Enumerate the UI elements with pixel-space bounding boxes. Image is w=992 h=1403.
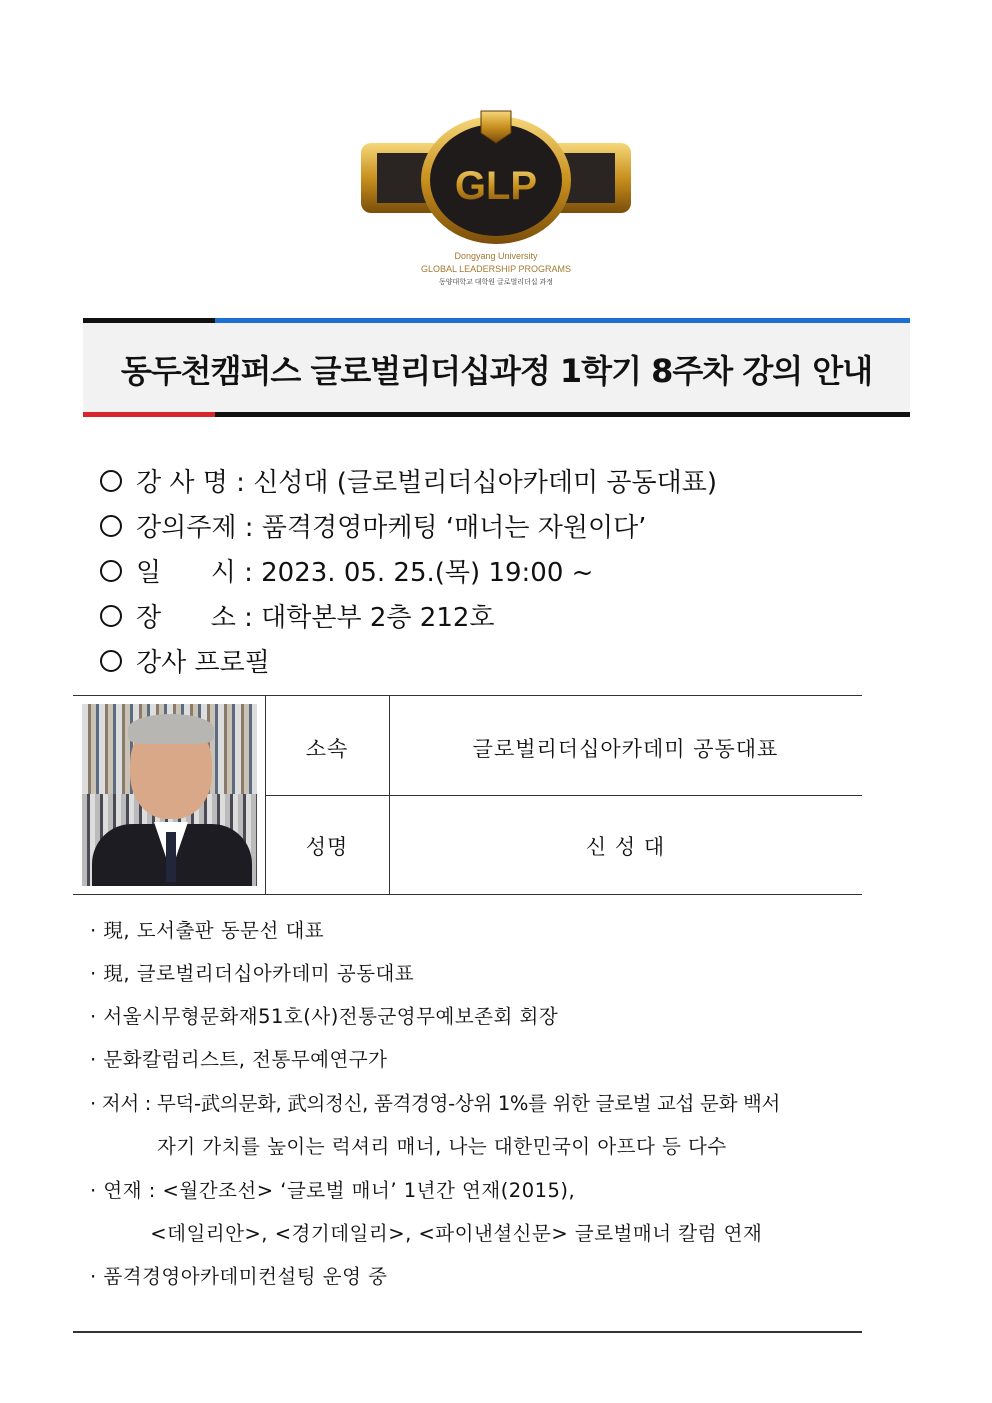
- info-lecturer: 강 사 명 : 신성대 (글로벌리더십아카데미 공동대표): [100, 462, 717, 499]
- bio-item: · 품격경영아카데미컨설팅 운영 중: [90, 1265, 388, 1288]
- bio-item: · 現, 도서출판 동문선 대표: [90, 919, 325, 942]
- bio-item: 자기 가치를 높이는 럭셔리 매너, 나는 대한민국이 아프다 등 다수: [90, 1135, 727, 1158]
- info-label: 강의주제: [136, 513, 237, 543]
- info-label: 강사 프로필: [136, 648, 270, 678]
- bio-item: · 現, 글로벌리더십아카데미 공동대표: [90, 962, 415, 985]
- info-location: 장 소 : 대학본부 2층 212호: [100, 597, 495, 634]
- info-datetime: 일 시 : 2023. 05. 25.(목) 19:00 ~: [100, 552, 593, 589]
- banner-top-blue: [215, 318, 910, 323]
- banner-bottom-black: [215, 412, 910, 417]
- logo-mark: GLP: [454, 164, 538, 208]
- info-value: 신성대 (글로벌리더십아카데미 공동대표): [253, 468, 717, 498]
- bio-item: <데일리안>, <경기데일리>, <파이낸셜신문> 글로벌매너 칼럼 연재: [90, 1222, 763, 1245]
- info-label: 강 사 명: [136, 468, 228, 498]
- bio-item: · 연재 : <월간조선> ‘글로벌 매너’ 1년간 연재(2015),: [90, 1179, 576, 1202]
- lecturer-photo: [82, 704, 257, 886]
- info-label: 일 시: [136, 558, 236, 588]
- circle-bullet-icon: [100, 470, 122, 492]
- circle-bullet-icon: [100, 515, 122, 537]
- glp-emblem-icon: [357, 105, 635, 245]
- info-profile-heading: [100, 642, 270, 679]
- bottom-rule: [73, 1331, 862, 1333]
- title-banner: [83, 318, 910, 417]
- info-topic: 강의주제 : 품격경영마케팅 ‘매너는 자원이다’: [100, 507, 646, 544]
- page-title: 동두천캠퍼스 글로벌리더십과정 1학기 8주차 강의 안내: [120, 352, 873, 390]
- banner-bottom-red: [83, 412, 215, 417]
- banner-top-black: [83, 318, 215, 323]
- name-value: 신 성 대: [585, 835, 666, 859]
- affiliation-value: 글로벌리더십아카데미 공동대표: [472, 737, 779, 761]
- info-value: 품격경영마케팅 ‘매너는 자원이다’: [261, 513, 647, 543]
- profile-table: [73, 695, 862, 895]
- info-label: 장 소: [136, 603, 236, 633]
- bio-item: · 서울시무형문화재51호(사)전통군영무예보존회 회장: [90, 1005, 559, 1028]
- affiliation-label: 소속: [305, 737, 349, 761]
- table-row-divider: [265, 795, 862, 796]
- logo-line3: 동양대학교 대학원 글로벌리더십 과정: [438, 279, 554, 286]
- logo-line1: Dongyang University: [454, 251, 538, 261]
- glp-logo: [357, 105, 635, 290]
- logo-line2: GLOBAL LEADERSHIP PROGRAMS: [420, 264, 572, 274]
- bio-item: · 저서 : 무덕-武의문화, 武의정신, 품격경영-상위 1%를 위한 글로벌 교섭 문화 백서: [90, 1092, 781, 1115]
- bio-item: · 문화칼럼리스트, 전통무예연구가: [90, 1048, 388, 1071]
- circle-bullet-icon: [100, 560, 122, 582]
- info-value: 2023. 05. 25.(목) 19:00 ~: [261, 558, 594, 588]
- name-label: 성명: [305, 835, 349, 859]
- circle-bullet-icon: [100, 650, 122, 672]
- circle-bullet-icon: [100, 605, 122, 627]
- info-value: 대학본부 2층 212호: [261, 603, 495, 633]
